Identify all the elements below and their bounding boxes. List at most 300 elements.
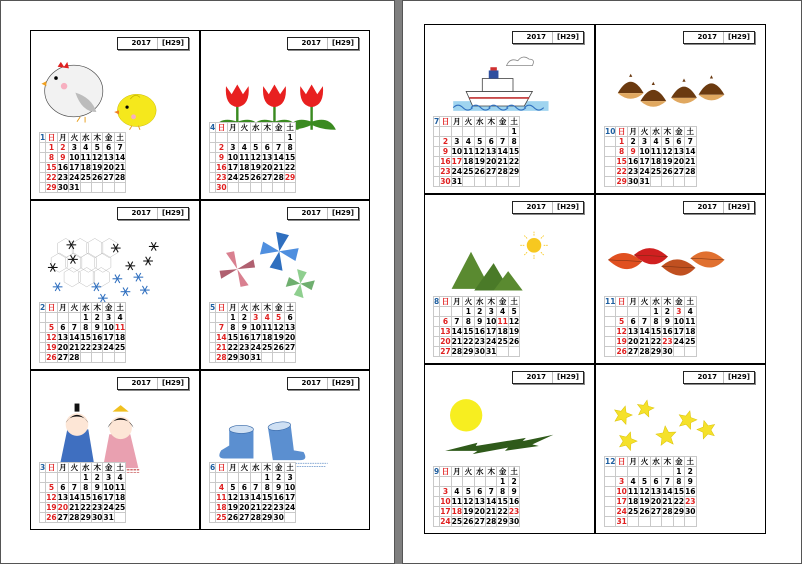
day-cell [508,347,519,357]
weekday-header: 土 [510,467,518,476]
day-cell: 7 [69,323,80,333]
week-row [434,307,520,317]
day-cell: 17 [485,327,497,336]
month-grid [39,302,126,363]
day-cell: 7 [114,143,125,153]
page-left [0,0,395,564]
day-cell: 29 [673,507,685,516]
row-spacer [605,517,616,527]
week-row [605,147,697,157]
weekday-header: 火 [464,467,473,476]
day-cell: 12 [639,487,650,496]
day-cell: 25 [239,173,250,182]
calendar-month-8 [424,194,595,364]
day-cell: 13 [485,147,497,156]
day-cell: 17 [69,163,80,172]
weekday-header: 水 [476,297,484,306]
day-cell: 25 [627,507,639,516]
day-cell: 13 [284,323,296,332]
weekday-header: 日 [47,133,56,142]
week-row [605,177,697,187]
day-cell: 3 [284,473,295,483]
weekday-header: 日 [47,463,56,472]
day-cell: 20 [485,157,497,166]
day-cell [485,127,496,137]
day-cell: 1 [497,477,508,487]
day-cell: 22 [497,507,508,516]
day-cell [662,517,673,527]
day-cell: 11 [685,317,696,326]
day-cell: 11 [261,323,273,332]
year-text: 2017 [131,39,151,47]
day-cell: 8 [673,477,684,487]
week-row [40,173,126,183]
day-cell: 9 [57,153,68,163]
week-row [434,507,520,517]
day-cell [627,517,638,527]
day-cell: 8 [227,323,238,333]
weekday-header: 火 [640,297,649,306]
day-cell: 24 [250,343,261,352]
day-cell: 20 [440,337,451,346]
day-cell: 28 [250,513,261,522]
weekday-header: 月 [229,123,237,132]
week-row [434,317,520,327]
day-cell: 1 [80,473,91,483]
month-number: 9 [434,467,440,476]
day-cell: 31 [69,183,80,192]
weekday-header: 月 [229,303,237,312]
day-cell [673,177,684,187]
day-cell: 15 [497,497,508,506]
day-cell: 30 [474,347,485,356]
week-row [40,323,126,333]
weekday-header: 木 [663,297,672,306]
day-cell: 14 [250,493,261,502]
day-cell: 10 [673,317,685,326]
day-cell: 16 [273,493,284,502]
month-number: 11 [605,297,616,306]
day-cell: 24 [440,517,451,526]
calendar-month-5 [200,200,370,370]
day-cell: 27 [673,167,685,176]
day-cell: 10 [103,323,114,332]
day-cell [227,473,238,483]
day-cell [284,513,295,523]
day-cell: 20 [239,503,250,512]
day-cell: 31 [103,513,114,522]
day-cell: 22 [46,173,57,182]
day-cell [250,133,261,143]
year-text: 2017 [697,203,717,211]
day-cell: 6 [284,313,295,323]
day-cell: 1 [46,143,57,153]
day-cell: 29 [650,347,662,356]
era-text: [H29] [552,32,583,43]
day-cell [284,353,295,363]
week-row [210,323,296,333]
day-cell: 28 [639,347,650,356]
day-cell: 21 [639,337,650,346]
day-cell: 21 [685,157,696,166]
weekday-header: 日 [617,457,626,466]
weekday-header: 土 [286,463,294,472]
day-cell: 21 [451,337,463,346]
day-cell: 28 [273,173,284,182]
week-row [605,477,697,487]
day-cell: 8 [80,483,91,493]
month-number: 12 [605,457,616,466]
day-cell: 31 [451,177,463,186]
day-cell: 6 [673,137,684,147]
week-row [40,143,126,153]
month-number: 2 [40,303,46,312]
month-grid [433,116,520,187]
day-cell: 15 [284,153,296,162]
week-row [605,337,697,347]
day-cell [227,183,238,193]
day-cell: 28 [114,173,126,182]
day-cell: 22 [650,337,662,346]
day-cell: 15 [673,487,685,496]
day-cell [508,177,519,187]
weekday-header: 日 [217,303,226,312]
page-right [402,0,802,564]
day-cell: 17 [103,493,114,502]
day-cell: 7 [69,483,80,493]
day-cell [440,477,451,487]
day-cell: 2 [91,313,102,323]
day-cell: 30 [685,507,696,516]
day-cell: 20 [673,157,685,166]
weekday-header: 月 [229,463,237,472]
week-row [605,487,697,497]
day-cell: 14 [69,333,80,342]
week-row [40,183,126,193]
stars-illustration [600,383,731,467]
day-cell: 15 [650,327,662,336]
day-cell: 28 [662,507,673,516]
day-cell [685,347,696,357]
week-row [605,497,697,507]
day-cell: 9 [627,147,638,157]
day-cell: 17 [639,157,650,166]
day-cell: 14 [485,497,497,506]
day-cell: 19 [508,327,520,336]
row-spacer [605,347,616,357]
day-cell: 23 [662,337,673,346]
day-cell: 20 [650,497,662,506]
ship-illustration [429,43,560,127]
day-cell: 27 [103,173,114,182]
weekday-header: 火 [70,303,79,312]
weekday-header: 水 [82,463,90,472]
weekday-header: 金 [675,127,683,136]
day-cell: 19 [474,157,485,166]
day-cell: 28 [485,517,497,526]
week-row [210,183,296,193]
day-cell: 8 [497,487,508,497]
day-cell: 5 [250,143,261,153]
day-cell [662,177,673,187]
weekday-header: 日 [217,123,226,132]
day-cell: 24 [451,167,463,176]
day-cell: 11 [80,153,91,162]
day-cell: 20 [103,163,114,172]
week-row [210,313,296,323]
day-cell: 18 [114,493,126,502]
weekday-header: 日 [617,127,626,136]
day-cell: 1 [261,473,272,483]
day-cell: 1 [616,137,627,147]
calendar-month-12 [595,364,766,534]
week-row [210,343,296,353]
weekday-header: 日 [617,297,626,306]
day-cell: 4 [463,137,474,147]
weekday-header: 土 [116,133,124,142]
day-cell [485,477,496,487]
day-cell: 29 [227,353,239,362]
month-grid [209,302,296,363]
day-cell: 26 [227,513,239,522]
day-cell: 13 [261,153,273,162]
day-cell: 16 [216,163,227,172]
day-cell: 29 [463,347,474,356]
day-cell: 21 [273,163,284,172]
month-grid [433,466,520,527]
weekday-header: 木 [263,123,271,132]
month-number: 4 [210,123,216,132]
day-cell [474,477,485,487]
chestnuts-illustration [600,43,731,127]
week-row [210,513,296,523]
day-cell: 9 [508,487,519,497]
day-cell: 13 [673,147,685,156]
row-spacer [605,507,616,517]
day-cell: 8 [616,147,627,157]
day-cell: 4 [627,477,638,487]
day-cell: 3 [451,137,462,147]
day-cell: 27 [485,167,497,176]
day-cell: 25 [114,503,126,512]
day-cell [440,127,451,137]
day-cell [114,353,125,363]
day-cell: 8 [650,317,661,327]
day-cell: 5 [46,483,57,493]
weekday-header: 火 [70,463,79,472]
day-cell: 30 [508,517,520,526]
day-cell: 16 [474,327,485,336]
week-row [40,313,126,323]
day-cell: 4 [216,483,227,493]
day-cell: 29 [508,167,520,176]
weekday-header: 木 [487,297,495,306]
week-row [434,127,520,137]
day-cell: 25 [463,167,474,176]
day-cell [216,473,227,483]
week-row [605,317,697,327]
weekday-header: 月 [629,457,637,466]
day-cell: 19 [463,507,474,516]
day-cell [463,127,474,137]
day-cell: 14 [69,493,80,502]
day-cell: 12 [46,493,57,502]
day-cell [474,177,485,187]
day-cell: 11 [216,493,227,502]
year-text: 2017 [526,203,546,211]
day-cell: 6 [57,483,68,493]
weekday-header: 金 [498,117,507,126]
day-cell: 26 [250,173,261,182]
month-grid [604,456,697,527]
day-cell: 26 [508,337,520,346]
weekday-header: 木 [93,133,101,142]
week-row [40,333,126,343]
day-cell: 26 [46,513,57,522]
day-cell [440,307,451,317]
day-cell: 28 [497,167,508,176]
weekday-header: 木 [93,303,101,312]
day-cell: 9 [273,483,284,493]
day-cell [639,467,650,477]
day-cell: 8 [261,483,272,493]
day-cell [639,307,650,317]
day-cell: 24 [103,503,114,512]
day-cell: 5 [273,313,284,323]
year-text: 2017 [526,33,546,41]
day-cell: 26 [273,343,284,352]
day-cell: 3 [69,143,80,153]
weekday-header: 木 [487,117,495,126]
row-spacer [605,137,616,147]
day-cell: 4 [497,307,508,317]
week-row [40,473,126,483]
day-cell: 24 [284,503,296,512]
day-cell: 4 [451,487,462,497]
week-row [434,157,520,167]
day-cell [685,517,696,527]
day-cell: 10 [284,483,296,492]
day-cell: 15 [46,163,57,172]
day-cell: 3 [227,143,238,153]
week-row [40,513,126,523]
day-cell: 25 [80,173,91,182]
day-cell: 10 [639,147,650,156]
week-row [210,153,296,163]
month-number: 1 [40,133,46,142]
day-cell: 1 [508,127,519,137]
day-cell [57,313,68,323]
week-row [210,473,296,483]
day-cell: 21 [216,343,227,352]
autumn-leaves-illustration [600,213,731,297]
day-cell: 10 [227,153,239,162]
day-cell: 12 [91,153,103,162]
day-cell: 10 [451,147,463,156]
row-spacer [605,337,616,347]
day-cell [463,177,474,187]
week-row [434,327,520,337]
year-text: 2017 [301,209,321,217]
day-cell: 18 [261,333,273,342]
day-cell: 26 [463,517,474,526]
day-cell: 16 [239,333,250,342]
month-grid [209,122,296,193]
day-cell: 25 [451,517,463,526]
day-cell: 20 [474,507,485,516]
day-cell: 6 [440,317,451,327]
week-row [210,493,296,503]
weekday-header: 月 [629,127,637,136]
week-row [434,177,520,187]
day-cell [91,353,102,363]
day-cell: 29 [284,173,296,182]
day-cell: 30 [273,513,284,522]
day-cell: 18 [463,157,474,166]
day-cell: 30 [216,183,227,192]
day-cell [103,183,114,193]
snowflakes-illustration [35,219,166,303]
day-cell [273,183,284,193]
weekday-header: 水 [476,117,484,126]
day-cell: 16 [508,497,520,506]
day-cell [627,307,638,317]
day-cell: 15 [508,147,520,156]
weekday-header: 土 [510,117,518,126]
day-cell: 21 [485,507,497,516]
day-cell: 27 [57,513,69,522]
week-row [210,333,296,343]
day-cell: 20 [57,343,69,352]
day-cell: 24 [673,337,685,346]
day-cell: 24 [69,173,80,182]
day-cell: 19 [639,497,650,506]
month-grid [209,462,296,523]
day-cell: 24 [103,343,114,352]
weekday-header: 月 [453,117,461,126]
calendar-month-10 [595,24,766,194]
day-cell: 28 [69,353,80,362]
weekday-header: 水 [652,127,660,136]
week-row [605,307,697,317]
day-cell: 27 [474,517,485,526]
day-cell: 16 [91,333,103,342]
day-cell: 17 [440,507,451,516]
day-cell: 3 [639,137,650,147]
day-cell: 9 [216,153,227,163]
day-cell: 22 [616,167,627,176]
day-cell: 27 [440,347,451,356]
day-cell: 23 [91,343,103,352]
day-cell: 23 [57,173,69,182]
weekday-header: 火 [640,127,649,136]
day-cell [239,133,250,143]
day-cell [250,183,261,193]
day-cell: 2 [239,313,250,323]
day-cell: 19 [46,503,57,512]
day-cell: 5 [639,477,650,487]
row-spacer [605,157,616,167]
day-cell: 18 [497,327,508,336]
day-cell: 4 [685,307,696,317]
day-cell: 3 [616,477,627,487]
month-number: 5 [210,303,216,312]
day-cell: 6 [485,137,496,147]
tulips-illustration [205,49,336,133]
era-text: [H29] [157,208,188,219]
calendar-month-6 [200,370,370,530]
day-cell: 12 [227,493,239,502]
